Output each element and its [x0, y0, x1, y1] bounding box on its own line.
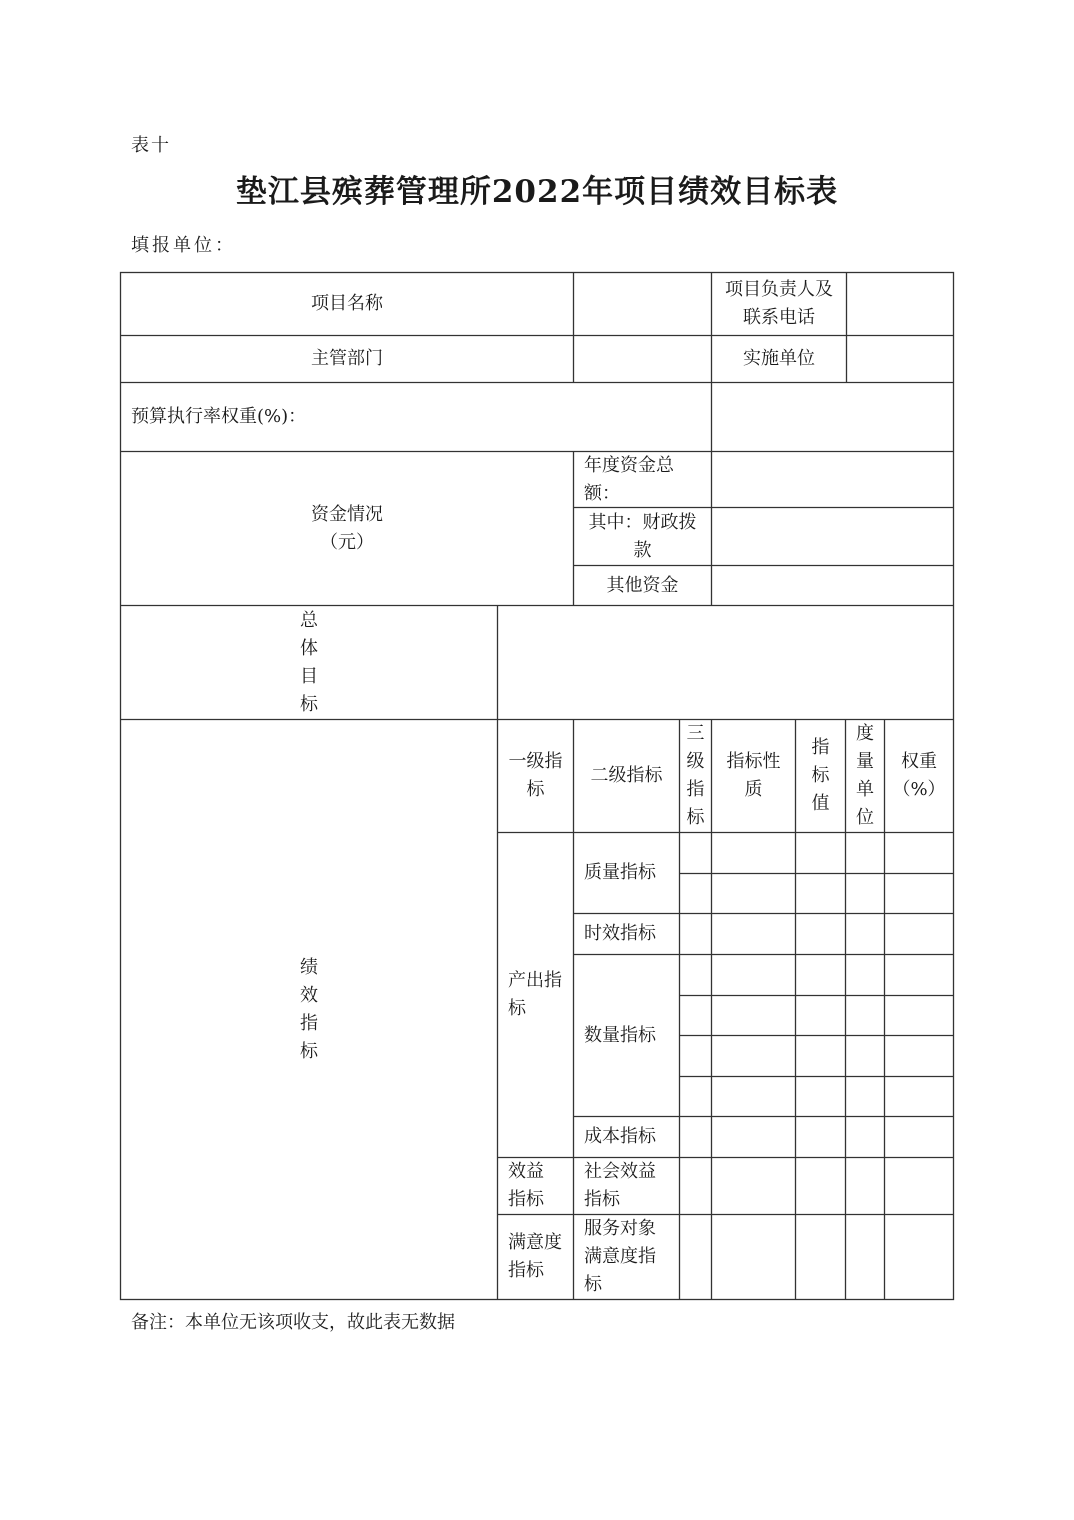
col-level3: 三级指标	[686, 723, 705, 828]
perf-indicators-label: 绩效指标	[300, 956, 318, 1062]
annual-total-value[interactable]	[712, 452, 953, 507]
page-title: 垫江县殡葬管理所2022年项目绩效目标表	[235, 174, 839, 210]
table-number: 表十	[131, 135, 171, 156]
cost-indicator: 成本指标	[584, 1126, 656, 1147]
col-weight: 权重（%）	[892, 751, 946, 800]
budget-weight-label: 预算执行率权重(%)：	[131, 406, 307, 427]
timeliness-indicator: 时效指标	[584, 923, 656, 944]
other-funds-value[interactable]	[712, 566, 953, 605]
funds-label: 资金情况（元）	[311, 503, 383, 553]
department-label: 主管部门	[311, 348, 383, 369]
fill-unit-label: 填报单位：	[131, 235, 236, 256]
overall-goal-value[interactable]	[498, 606, 953, 719]
col-unit: 度量单位	[856, 723, 874, 828]
project-name-label: 项目名称	[311, 293, 383, 314]
fiscal-label: 其中：财政拨款	[588, 511, 697, 561]
annual-total-label: 年度资金总额：	[584, 454, 674, 504]
contact-label: 项目负责人及联系电话	[725, 279, 833, 328]
fiscal-value[interactable]	[712, 508, 953, 565]
impl-unit-value[interactable]	[847, 336, 953, 382]
output-indicator: 产出指标	[508, 970, 562, 1019]
col-level2: 二级指标	[590, 765, 663, 786]
other-funds-label: 其他资金	[606, 574, 679, 596]
budget-weight-value[interactable]	[712, 383, 953, 451]
department-value[interactable]	[574, 336, 711, 382]
project-name-value[interactable]	[574, 273, 711, 335]
social-benefit-indicator: 社会效益指标	[584, 1161, 656, 1210]
footnote: 备注：本单位无该项收支，故此表无数据	[131, 1312, 455, 1333]
overall-goal-label: 总体目标	[300, 609, 318, 715]
col-nature: 指标性质	[726, 751, 781, 800]
impl-unit-label: 实施单位	[743, 348, 815, 369]
contact-value[interactable]	[847, 273, 953, 335]
col-level1: 一级指标	[508, 751, 563, 800]
benefit-indicator: 效益指标	[508, 1161, 544, 1210]
col-value: 指标值	[811, 737, 830, 814]
service-satisfaction-indicator: 服务对象满意度指标	[584, 1218, 656, 1295]
satisfaction-indicator: 满意度指标	[508, 1232, 562, 1281]
quantity-indicator: 数量指标	[584, 1024, 656, 1046]
quality-indicator: 质量指标	[584, 862, 656, 883]
